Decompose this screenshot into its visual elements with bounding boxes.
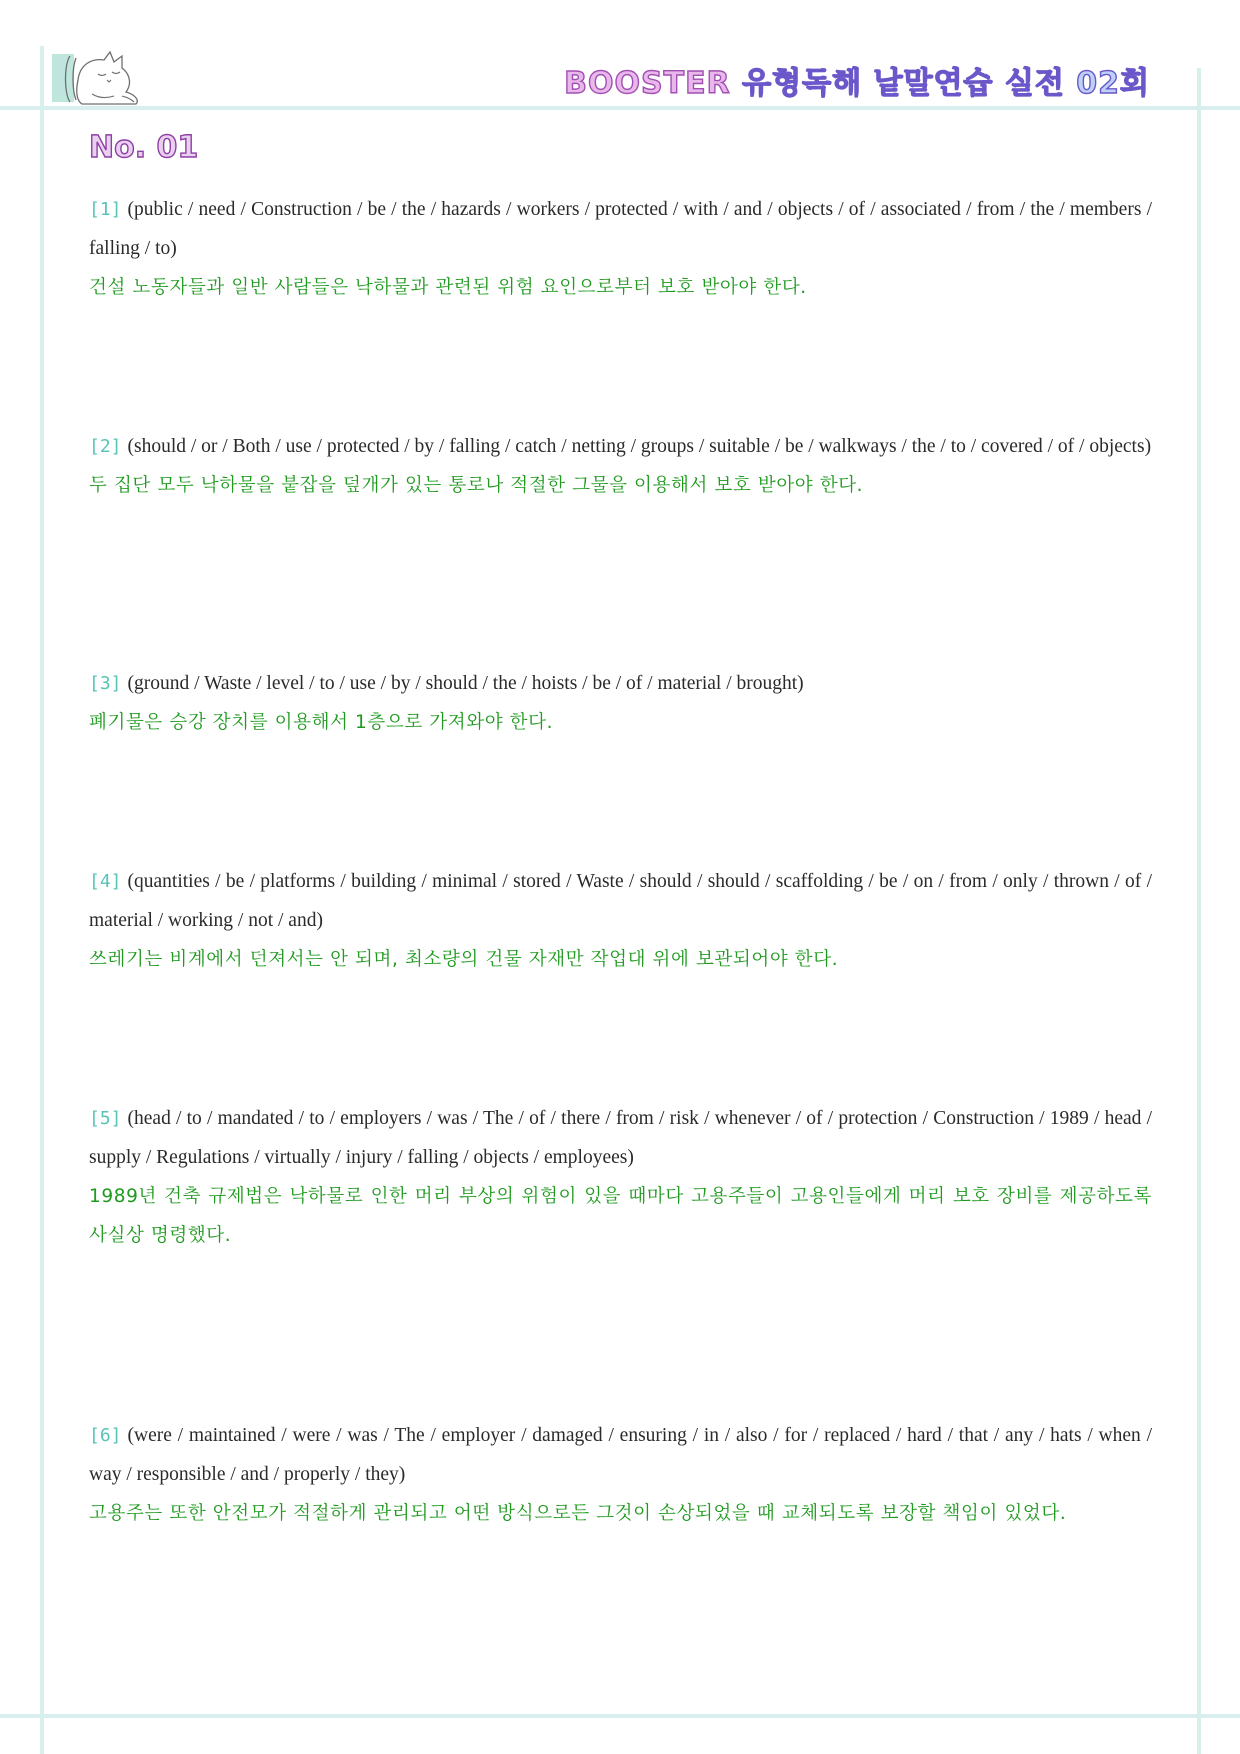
item-number: [5] bbox=[89, 1108, 122, 1129]
item-number: [3] bbox=[89, 673, 122, 694]
scrambled-text: (ground / Waste / level / to / use / by / should / the / hoists / be / of / material / brought) bbox=[127, 673, 804, 694]
exercise-item-5 bbox=[89, 1099, 1152, 1255]
scrambled-text: (head / to / mandated / to / employers / was / The / of / there / from / risk / whenever / of / protection / Construction / 1989 / head / supply / Regulations / virtually / injury / falling / objects / employees) bbox=[89, 1108, 1152, 1168]
korean-translation: 건설 노동자들과 일반 사람들은 낙하물과 관련된 위험 요인으로부터 보호 받아야 한다. bbox=[89, 277, 807, 298]
right-border bbox=[1197, 68, 1201, 1754]
scrambled-text: (should / or / Both / use / protected / by / falling / catch / netting / groups / suitable / be / walkways / the / to / covered / of / objects) bbox=[127, 436, 1152, 457]
item-number: [2] bbox=[89, 436, 122, 457]
scrambled-text: (quantities / be / platforms / building / minimal / stored / Waste / should / should / scaffolding / be / on / from / only / thrown / of / material / working / not / and) bbox=[89, 871, 1152, 931]
brand-name: BOOSTER bbox=[564, 66, 731, 101]
scrambled-words bbox=[89, 862, 1152, 940]
scrambled-words bbox=[89, 1416, 1152, 1494]
left-border bbox=[40, 46, 44, 1754]
scrambled-words bbox=[89, 190, 1152, 268]
korean-translation: 고용주는 또한 안전모가 적절하게 관리되고 어떤 방식으로든 그것이 손상되었을 때 교체되도록 보장할 책임이 있었다. bbox=[89, 1503, 1067, 1524]
scrambled-text: (were / maintained / were / was / The / employer / damaged / ensuring / in / also / for / replaced / hard / that / any / hats / when / way / responsible / and / properly / they) bbox=[89, 1425, 1152, 1485]
item-number: [6] bbox=[89, 1425, 122, 1446]
page-header-title bbox=[564, 58, 1150, 102]
exercise-item-6 bbox=[89, 1416, 1152, 1533]
korean-translation: 폐기물은 승강 장치를 이용해서 1층으로 가져와야 한다. bbox=[89, 712, 554, 733]
exercise-item-4 bbox=[89, 862, 1152, 979]
korean-translation: 쓰레기는 비계에서 던져서는 안 되며, 최소량의 건물 자재만 작업대 위에 보관되어야 한다. bbox=[89, 949, 839, 970]
item-number: [4] bbox=[89, 871, 122, 892]
sleeping-cat-icon bbox=[52, 50, 148, 106]
header-divider bbox=[0, 106, 1240, 110]
scrambled-text: (public / need / Construction / be / the / hazards / workers / protected / with / and / objects / of / associated / from / the / members / falling / to) bbox=[89, 199, 1152, 259]
section-number-label: No. 01 bbox=[89, 130, 199, 165]
scrambled-words bbox=[89, 427, 1152, 466]
exercise-item-3 bbox=[89, 664, 1152, 742]
exercise-item-1 bbox=[89, 190, 1152, 307]
header-subtitle: 유형독해 낱말연습 실전 02회 bbox=[742, 66, 1150, 101]
scrambled-words bbox=[89, 664, 1152, 703]
korean-translation: 1989년 건축 규제법은 낙하물로 인한 머리 부상의 위험이 있을 때마다 고용주들이 고용인들에게 머리 보호 장비를 제공하도록 사실상 명령했다. bbox=[89, 1186, 1152, 1246]
exercise-item-2 bbox=[89, 427, 1152, 505]
item-number: [1] bbox=[89, 199, 122, 220]
korean-translation: 두 집단 모두 낙하물을 붙잡을 덮개가 있는 통로나 적절한 그물을 이용해서 보호 받아야 한다. bbox=[89, 475, 864, 496]
footer-divider bbox=[0, 1714, 1240, 1718]
scrambled-words bbox=[89, 1099, 1152, 1177]
